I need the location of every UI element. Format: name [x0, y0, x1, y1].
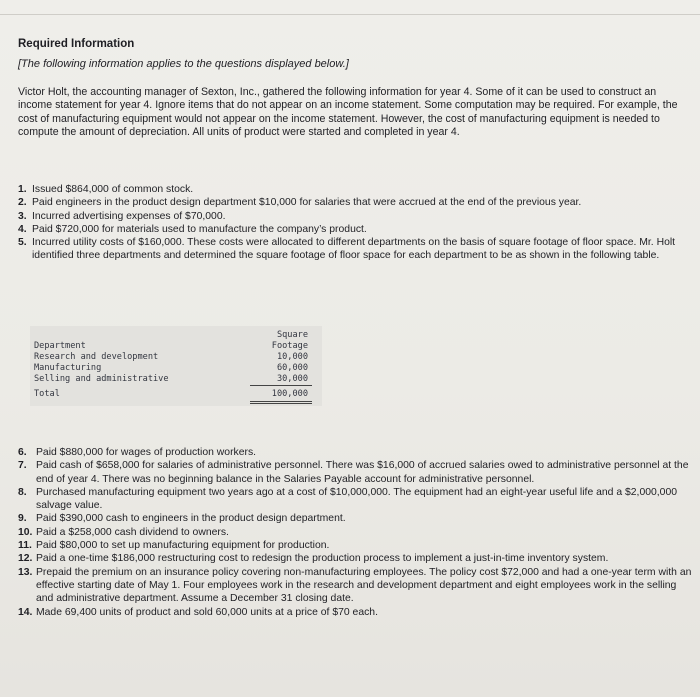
item-number: 10. [18, 526, 33, 538]
item-text: Paid a $258,000 cash dividend to owners. [36, 526, 229, 538]
total-rule-1 [250, 401, 312, 402]
item-text: Paid a one-time $186,000 restructuring cost to redesign the production process to implement a just-in-time inventory system. [36, 553, 609, 565]
item-number: 12. [18, 553, 33, 565]
top-divider [0, 14, 700, 15]
item-text: Paid $880,000 for wages of production workers. [36, 447, 257, 458]
item-number: 13. [18, 566, 33, 578]
list-item [18, 512, 694, 525]
item-number: 2. [18, 197, 27, 209]
list-item [18, 196, 694, 209]
item-text: Purchased manufacturing equipment two years ago at a cost of $10,000,000. The equipment had an eight-year useful life and a $2,000,000 salvage value. [36, 486, 677, 512]
square-footage-table [30, 326, 322, 406]
table-header-department: Department [34, 341, 86, 351]
list-item [18, 236, 694, 263]
intro-paragraph: Victor Holt, the accounting manager of Sexton, Inc., gathered the following information for year 4. Some of it can be used to construct an income statement for year 4. Ignore items that do not appear on an income statement. Some computation may be required. For example, the cost of manufacturing equipment would not appear on the income statement. However, the cost of manufacturing equipment is needed to compute the amount of depreciation. All units of product were started and completed in year 4. [18, 86, 678, 139]
total-rule-2 [250, 403, 312, 404]
item-number: 14. [18, 606, 33, 618]
item-number: 5. [18, 237, 27, 249]
table-cell-footage: 10,000 [276, 352, 308, 362]
item-number: 11. [18, 540, 32, 552]
subtotal-rule [250, 385, 312, 386]
item-text: Incurred utility costs of $160,000. These costs were allocated to different departments on the basis of square footage of floor space. Mr. Holt identified three departments and determined the square footage of floor space for each department to be as shown in the following table. [32, 237, 676, 262]
list-item [18, 552, 694, 565]
list-item [18, 606, 694, 619]
list-item [18, 210, 694, 223]
list-item [18, 539, 694, 552]
list-item [18, 486, 694, 513]
intro-note: [The following information applies to the questions displayed below.] [18, 58, 349, 70]
item-text: Paid $80,000 to set up manufacturing equipment for production. [36, 540, 330, 552]
item-text: Issued $864,000 of common stock. [32, 184, 194, 195]
item-number: 8. [18, 486, 27, 498]
table-cell-department: Research and development [34, 352, 159, 362]
section-heading: Required Information [18, 38, 135, 50]
item-text: Prepaid the premium on an insurance policy covering non-manufacturing employees. The policy cost $72,000 and had a one-year term with an effective starting date of May 1. Four employees work in the research and development department and eight employees work in the selling and administrative department. Assume a December 31 closing date. [36, 566, 692, 605]
item-text: Incurred advertising expenses of $70,000. [32, 210, 226, 222]
item-text: Paid $390,000 cash to engineers in the product design department. [36, 513, 346, 525]
list-item [18, 459, 694, 486]
list-item [18, 183, 694, 196]
item-number: 4. [18, 223, 27, 235]
info-list-part1 [18, 183, 694, 263]
item-number: 7. [18, 460, 27, 472]
item-number: 6. [18, 447, 27, 458]
item-text: Made 69,400 units of product and sold 60,000 units at a price of $70 each. [36, 606, 378, 618]
list-item [18, 566, 694, 606]
item-text: Paid $720,000 for materials used to manufacture the company’s product. [32, 223, 367, 235]
item-number: 1. [18, 184, 27, 195]
list-item [18, 223, 694, 236]
table-cell-footage: 30,000 [276, 374, 308, 384]
table-total-label: Total [34, 389, 60, 399]
table-header-footage: Footage [271, 341, 308, 351]
info-list-part2 [18, 446, 694, 619]
item-number: 9. [18, 513, 27, 525]
list-item [18, 446, 694, 459]
table-cell-department: Selling and administrative [34, 374, 169, 384]
item-number: 3. [18, 210, 27, 222]
item-text: Paid cash of $658,000 for salaries of administrative personnel. There was $16,000 of accrued salaries owed to administrative personnel at the end of year 4. There was no beginning balance in the Salaries Payable account for administrative personnel. [36, 460, 689, 485]
table-header-square: Square [276, 330, 308, 340]
list-item [18, 526, 694, 539]
table-total-value: 100,000 [271, 389, 308, 399]
table-cell-footage: 60,000 [276, 363, 308, 373]
table-cell-department: Manufacturing [34, 363, 102, 373]
item-text: Paid engineers in the product design department $10,000 for salaries that were accrued at the end of the previous year. [32, 197, 582, 209]
